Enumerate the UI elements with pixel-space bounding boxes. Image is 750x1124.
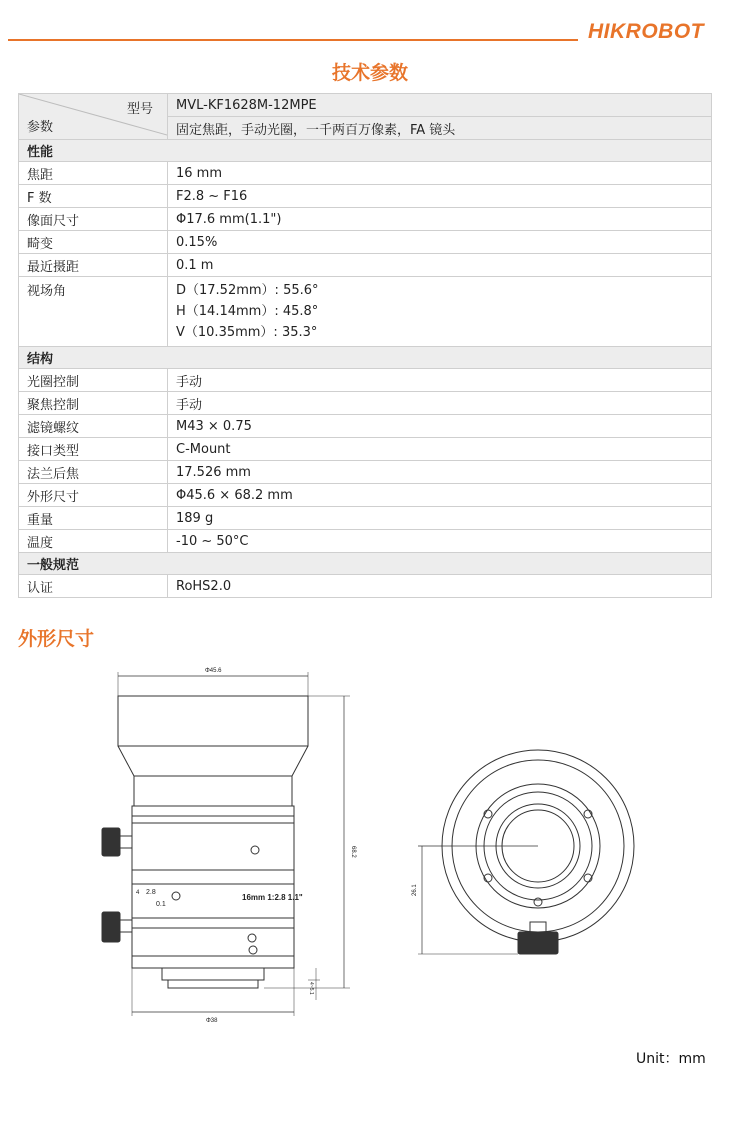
param-value	[168, 507, 712, 530]
table-row	[19, 575, 712, 598]
lens-f4-mark: 4	[136, 890, 140, 896]
model-label: 型号	[126, 102, 153, 117]
table-row	[19, 415, 712, 438]
param-value	[168, 369, 712, 392]
table-row	[19, 484, 712, 507]
description-value: 固定焦距，手动光圈，一千两百万像素，FA 镜头	[168, 117, 712, 140]
param-value	[168, 438, 712, 461]
lens-dist-mark: 0.1	[156, 901, 166, 908]
param-value	[168, 254, 712, 277]
param-value-line: V（10.35mm）: 35.3°	[176, 325, 318, 340]
spec-table	[18, 93, 712, 598]
param-name: F 数	[19, 185, 168, 208]
table-row	[19, 185, 712, 208]
table-row	[19, 369, 712, 392]
param-value-line: 189 g	[176, 510, 214, 526]
table-row	[19, 231, 712, 254]
param-value-line: 手动	[176, 397, 203, 413]
param-value-line: D（17.52mm）: 55.6°	[176, 283, 319, 298]
param-value-line: Φ45.6 × 68.2 mm	[176, 487, 293, 503]
param-value	[168, 185, 712, 208]
param-name: 认证	[19, 575, 168, 598]
param-value	[168, 208, 712, 231]
section-title: 性能	[19, 140, 712, 162]
param-name: 滤镜螺纹	[19, 415, 168, 438]
unit-label: Unit：mm	[636, 1051, 706, 1067]
c-mount-thread	[162, 968, 264, 980]
iris-lock-knob	[102, 912, 120, 942]
dim-length: 68.2	[350, 846, 356, 858]
param-value-line: 手动	[176, 374, 203, 390]
param-value	[168, 461, 712, 484]
param-value	[168, 162, 712, 185]
param-value-line: 0.15%	[176, 234, 218, 250]
param-name: 温度	[19, 530, 168, 553]
param-value-line: F2.8 ~ F16	[176, 188, 248, 204]
param-value	[168, 530, 712, 553]
section-title: 一般规范	[19, 553, 712, 575]
section-row	[19, 553, 712, 575]
param-name: 视场角	[19, 277, 168, 347]
param-name: 重量	[19, 507, 168, 530]
param-value-line: M43 × 0.75	[176, 418, 252, 434]
param-label: 参数	[27, 120, 54, 135]
param-value	[168, 392, 712, 415]
param-value-line: H（14.14mm）: 45.8°	[176, 304, 319, 319]
dim-flange: 4~5.1	[308, 982, 314, 995]
param-value	[168, 231, 712, 254]
lens-hood-front	[118, 696, 308, 746]
param-value-line: C-Mount	[176, 441, 231, 457]
param-value-line: 16 mm	[176, 165, 223, 181]
param-name: 外形尺寸	[19, 484, 168, 507]
header-rule	[8, 39, 578, 41]
lens-f28-mark: 2.8	[146, 889, 156, 896]
table-row	[19, 530, 712, 553]
section-row	[19, 140, 712, 162]
brand-logo: HIKROBOT	[588, 20, 704, 43]
lens-focus-ring	[132, 806, 294, 884]
param-value-line: 0.1 m	[176, 257, 214, 273]
table-row	[19, 162, 712, 185]
drawing-title: 外形尺寸	[18, 628, 95, 650]
param-value	[168, 277, 712, 347]
param-name: 畸变	[19, 231, 168, 254]
param-name: 焦距	[19, 162, 168, 185]
header-diagonal-cell	[19, 94, 168, 140]
param-name: 法兰后焦	[19, 461, 168, 484]
table-row	[19, 208, 712, 231]
dimension-drawing	[80, 660, 660, 1040]
dim-top-dia: Φ45.6	[205, 668, 222, 674]
param-value	[168, 575, 712, 598]
lens-body-lower	[132, 918, 294, 968]
lens-hood-taper	[118, 746, 308, 776]
focus-lock-knob	[102, 828, 120, 856]
table-header-row	[19, 94, 712, 117]
param-value-line: 17.526 mm	[176, 464, 251, 480]
page-title: 技术参数	[331, 62, 408, 84]
param-name: 光圈控制	[19, 369, 168, 392]
section-row	[19, 347, 712, 369]
param-value-line: Φ17.6 mm(1.1")	[176, 211, 282, 227]
section-title: 结构	[19, 347, 712, 369]
dim-height: 26.1	[412, 884, 418, 896]
param-name: 像面尺寸	[19, 208, 168, 231]
table-row	[19, 392, 712, 415]
param-name: 聚焦控制	[19, 392, 168, 415]
param-value-line: RoHS2.0	[176, 578, 232, 594]
param-value-line: -10 ~ 50°C	[176, 533, 249, 549]
lens-body-upper	[134, 776, 292, 806]
screw-hole	[251, 846, 259, 854]
table-row	[19, 507, 712, 530]
param-value	[168, 484, 712, 507]
lens-focal-mark: 16mm 1:2.8 1.1"	[242, 893, 303, 902]
table-row	[19, 461, 712, 484]
table-row	[19, 277, 712, 347]
table-row	[19, 438, 712, 461]
front-knob	[518, 932, 558, 954]
param-name: 最近摄距	[19, 254, 168, 277]
dim-bottom-dia: Φ38	[206, 1018, 218, 1024]
model-value: MVL-KF1628M-12MPE	[168, 94, 712, 117]
table-row	[19, 254, 712, 277]
param-name: 接口类型	[19, 438, 168, 461]
param-value	[168, 415, 712, 438]
